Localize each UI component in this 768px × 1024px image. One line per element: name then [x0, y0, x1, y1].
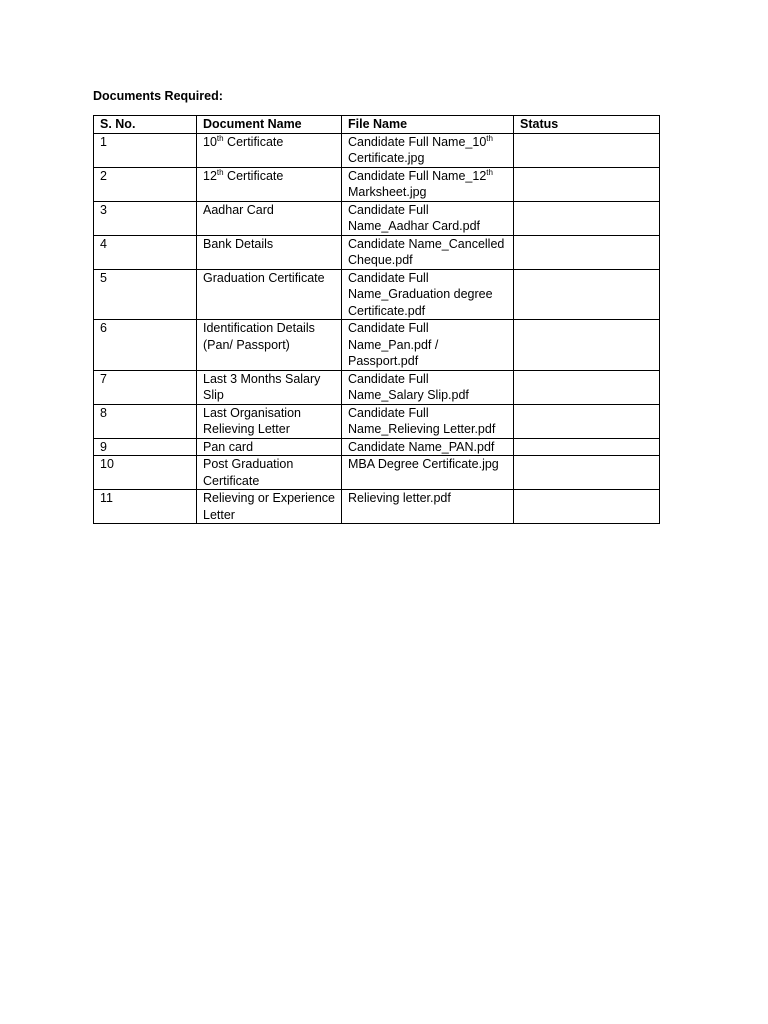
cell-sno: 7	[94, 370, 197, 404]
table-row	[94, 235, 660, 269]
cell-file-name: Candidate Full Name_Salary Slip.pdf	[342, 370, 514, 404]
cell-file-name: MBA Degree Certificate.jpg	[342, 456, 514, 490]
cell-status[interactable]	[514, 370, 660, 404]
table-row	[94, 167, 660, 201]
file-text: Candidate Full Name_12	[348, 168, 487, 183]
cell-status[interactable]	[514, 438, 660, 456]
table-row	[94, 404, 660, 438]
table-row	[94, 438, 660, 456]
doc-superscript: th	[216, 133, 224, 143]
table-row	[94, 201, 660, 235]
cell-document-name: Bank Details	[197, 235, 342, 269]
cell-sno: 5	[94, 269, 197, 320]
cell-status[interactable]	[514, 404, 660, 438]
table-row	[94, 370, 660, 404]
cell-status[interactable]	[514, 133, 660, 167]
cell-document-name	[197, 167, 342, 201]
cell-sno: 11	[94, 490, 197, 524]
file-superscript: th	[486, 133, 493, 143]
cell-status[interactable]	[514, 456, 660, 490]
cell-sno: 2	[94, 167, 197, 201]
cell-status[interactable]	[514, 269, 660, 320]
header-document-name: Document Name	[197, 116, 342, 134]
cell-document-name: Pan card	[197, 438, 342, 456]
cell-sno: 3	[94, 201, 197, 235]
cell-status[interactable]	[514, 235, 660, 269]
cell-file-name: Candidate Name_PAN.pdf	[342, 438, 514, 456]
documents-table	[93, 115, 660, 524]
cell-document-name: Aadhar Card	[197, 201, 342, 235]
file-text: Candidate Full Name_10	[348, 134, 487, 149]
doc-text: 12	[203, 168, 217, 183]
cell-file-name	[342, 133, 514, 167]
cell-file-name: Candidate Full Name_Aadhar Card.pdf	[342, 201, 514, 235]
cell-sno: 10	[94, 456, 197, 490]
cell-sno: 4	[94, 235, 197, 269]
page-heading: Documents Required:	[93, 89, 223, 103]
file-text: Certificate.jpg	[348, 151, 425, 165]
cell-document-name: Post Graduation Certificate	[197, 456, 342, 490]
doc-superscript: th	[216, 167, 224, 177]
cell-status[interactable]	[514, 490, 660, 524]
cell-sno: 1	[94, 133, 197, 167]
table-row	[94, 456, 660, 490]
cell-file-name: Candidate Full Name_Pan.pdf / Passport.pdf	[342, 320, 514, 371]
cell-status[interactable]	[514, 167, 660, 201]
cell-sno: 8	[94, 404, 197, 438]
cell-file-name: Relieving letter.pdf	[342, 490, 514, 524]
cell-sno: 9	[94, 438, 197, 456]
cell-document-name: Last Organisation Relieving Letter	[197, 404, 342, 438]
file-text: Marksheet.jpg	[348, 185, 427, 199]
cell-document-name	[197, 133, 342, 167]
cell-file-name: Candidate Full Name_Relieving Letter.pdf	[342, 404, 514, 438]
doc-text: Certificate	[223, 168, 284, 183]
doc-text: Certificate	[223, 134, 284, 149]
file-superscript: th	[486, 167, 493, 177]
cell-sno: 6	[94, 320, 197, 371]
cell-status[interactable]	[514, 201, 660, 235]
header-sno: S. No.	[94, 116, 197, 134]
cell-document-name: Identification Details (Pan/ Passport)	[197, 320, 342, 371]
cell-file-name: Candidate Name_Cancelled Cheque.pdf	[342, 235, 514, 269]
table-row	[94, 320, 660, 371]
table-row	[94, 133, 660, 167]
table-header-row	[94, 116, 660, 134]
doc-text: 10	[203, 134, 217, 149]
cell-document-name: Relieving or Experience Letter	[197, 490, 342, 524]
cell-document-name: Graduation Certificate	[197, 269, 342, 320]
cell-file-name	[342, 167, 514, 201]
table-row	[94, 269, 660, 320]
header-file-name: File Name	[342, 116, 514, 134]
cell-document-name: Last 3 Months Salary Slip	[197, 370, 342, 404]
header-status: Status	[514, 116, 660, 134]
table-row	[94, 490, 660, 524]
cell-file-name: Candidate Full Name_Graduation degree Certificate.pdf	[342, 269, 514, 320]
cell-status[interactable]	[514, 320, 660, 371]
